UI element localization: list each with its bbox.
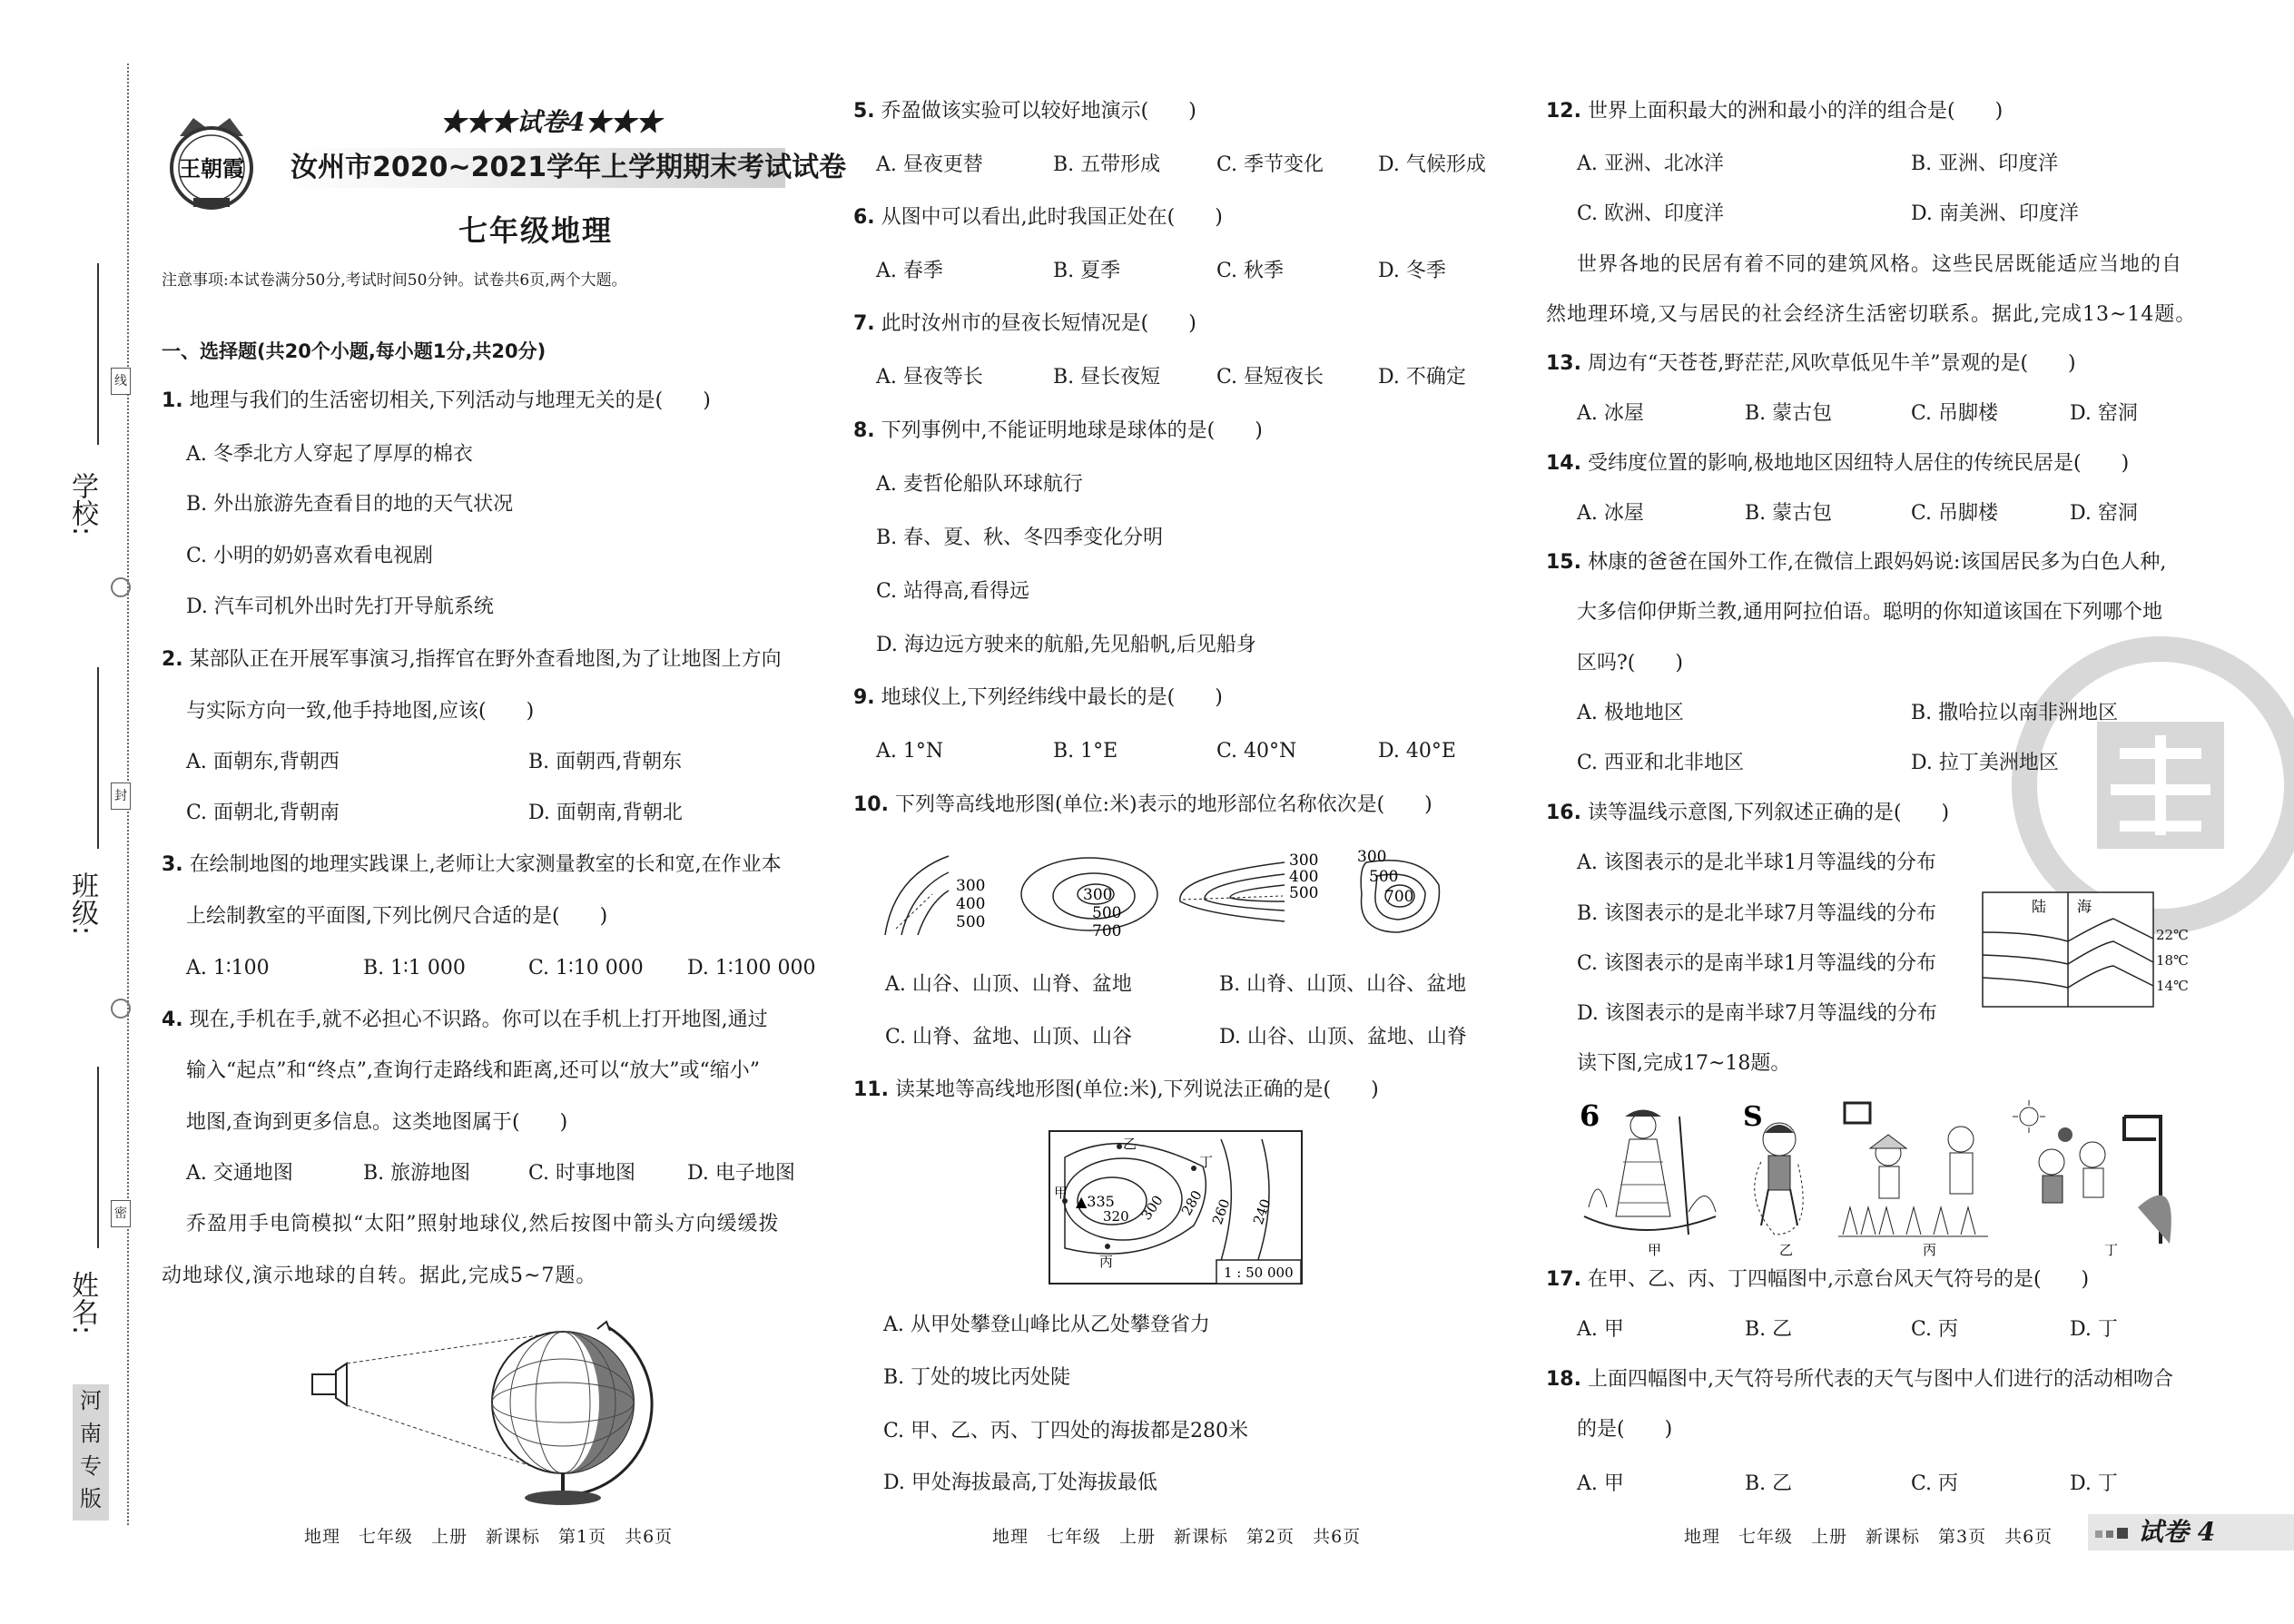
dot-ornament-icon bbox=[111, 577, 131, 597]
picture-label-bing: 丙 bbox=[1923, 1242, 1937, 1257]
question-stem: 周边有“天苍苍,野茫茫,风吹草低见牛羊”景观的是( ) bbox=[1587, 352, 2076, 375]
question-stem: 林康的爸爸在国外工作,在微信上跟妈妈说:该国居民多为白色人种, bbox=[1587, 551, 2167, 574]
option-b[interactable]: B. 1∶1 000 bbox=[363, 957, 466, 979]
sea-label: 海 bbox=[2077, 898, 2092, 915]
isotherm-diagram bbox=[1982, 891, 2163, 1009]
point-jia: 甲 bbox=[1054, 1185, 1068, 1201]
option-a[interactable]: A. 冰屋 bbox=[1577, 402, 1644, 425]
contour-label: 500 bbox=[956, 913, 986, 931]
passage: 然地理环境,又与居民的社会经济生活密切联系。据此,完成13~14题。 bbox=[1546, 303, 2197, 326]
picture-jia bbox=[1580, 1098, 1716, 1235]
option-b[interactable]: B. 蒙古包 bbox=[1745, 502, 1833, 525]
question-number: 7. bbox=[853, 312, 875, 335]
option-b[interactable]: B. 五带形成 bbox=[1053, 153, 1161, 176]
seal-char-line: 线 bbox=[111, 368, 131, 395]
option-c[interactable]: C. 吊脚楼 bbox=[1911, 502, 1999, 525]
contour-label: 700 bbox=[1092, 922, 1122, 940]
option-a[interactable]: A. 1∶100 bbox=[186, 957, 270, 979]
option-b[interactable]: B. 1°E bbox=[1053, 740, 1118, 763]
page-footer-3: 地理 七年级 上册 新课标 第3页 共6页 bbox=[1684, 1527, 2053, 1547]
option-b[interactable]: B. 昼长夜短 bbox=[1053, 366, 1161, 389]
option-a[interactable]: A. 亚洲、北冰洋 bbox=[1577, 153, 1724, 175]
question-stem: 读等温线示意图,下列叙述正确的是( ) bbox=[1587, 802, 1950, 824]
name-field-line bbox=[97, 1067, 99, 1248]
option-d[interactable]: D. 海边远方驶来的航船,先见船帆,后见船身 bbox=[876, 634, 1256, 656]
option-c[interactable]: C. 面朝北,背朝南 bbox=[186, 802, 340, 824]
option-c[interactable]: C. 甲、乙、丙、丁四处的海拔都是280米 bbox=[883, 1420, 1249, 1442]
edition-char: 河 bbox=[80, 1388, 102, 1413]
option-a[interactable]: A. 甲 bbox=[1577, 1318, 1624, 1341]
isotherm-label-14: 14℃ bbox=[2156, 978, 2189, 994]
passage: 动地球仪,演示地球的自转。据此,完成5~7题。 bbox=[162, 1265, 597, 1287]
question-number: 14. bbox=[1546, 452, 1581, 475]
page-footer-1: 地理 七年级 上册 新课标 第1页 共6页 bbox=[304, 1527, 674, 1547]
series-label: ★★★试卷4★★★ bbox=[440, 107, 662, 137]
question-4 bbox=[162, 1007, 768, 1034]
option-b[interactable]: B. 旅游地图 bbox=[363, 1162, 471, 1185]
question-10 bbox=[853, 792, 1433, 819]
question-stem: 下列事例中,不能证明地球是球体的是( ) bbox=[881, 419, 1263, 442]
question-16 bbox=[1546, 800, 1949, 827]
option-a[interactable]: A. 春季 bbox=[876, 260, 943, 282]
contour-label: 320 bbox=[1103, 1208, 1129, 1225]
svg-text:6: 6 bbox=[1580, 1098, 1600, 1133]
contour-label: 300 bbox=[1289, 851, 1319, 870]
question-14 bbox=[1546, 450, 2129, 477]
option-a[interactable]: A. 极地地区 bbox=[1577, 702, 1684, 724]
question-number: 8. bbox=[853, 419, 875, 442]
option-c[interactable]: C. 时事地图 bbox=[528, 1162, 636, 1185]
picture-label-yi: 乙 bbox=[1779, 1242, 1794, 1257]
contour-label: 700 bbox=[1384, 888, 1414, 906]
logo-text: 王朝霞 bbox=[179, 155, 244, 182]
contour-label: 400 bbox=[956, 895, 986, 913]
question-number: 13. bbox=[1546, 352, 1581, 375]
option-d[interactable]: D. 南美洲、印度洋 bbox=[1911, 202, 2079, 225]
option-d[interactable]: D. 气候形成 bbox=[1378, 153, 1486, 176]
option-a[interactable]: A. 甲 bbox=[1577, 1472, 1624, 1495]
option-d[interactable]: D. 面朝南,背朝北 bbox=[528, 802, 683, 824]
option-c[interactable]: C. 40°N bbox=[1216, 740, 1297, 763]
school-label: 学校: bbox=[66, 472, 98, 536]
option-c[interactable]: C. 山脊、盆地、山顶、山谷 bbox=[885, 1026, 1133, 1048]
question-2 bbox=[162, 646, 782, 674]
contour-label: 300 bbox=[1357, 849, 1387, 866]
question-stem-cont: 输入“起点”和“终点”,查询行走路线和距离,还可以“放大”或“缩小” bbox=[186, 1059, 760, 1082]
question-stem: 此时汝州市的昼夜长短情况是( ) bbox=[881, 312, 1196, 335]
question-number: 16. bbox=[1546, 802, 1581, 824]
subject-title: 七年级地理 bbox=[458, 213, 614, 248]
land-label: 陆 bbox=[2032, 898, 2047, 915]
option-c[interactable]: C. 1∶10 000 bbox=[528, 957, 644, 979]
question-stem: 地理与我们的生活密切相关,下列活动与地理无关的是( ) bbox=[189, 389, 711, 412]
option-d[interactable]: D. 山谷、山顶、盆地、山脊 bbox=[1219, 1026, 1467, 1048]
option-b[interactable]: B. 面朝西,背朝东 bbox=[528, 751, 683, 773]
question-1 bbox=[162, 388, 711, 415]
option-c[interactable]: C. 秋季 bbox=[1216, 260, 1285, 282]
question-stem: 乔盈做该实验可以较好地演示( ) bbox=[881, 100, 1196, 123]
contour-label: 260 bbox=[1208, 1196, 1234, 1227]
edition-char: 南 bbox=[80, 1421, 102, 1446]
question-15 bbox=[1546, 549, 2166, 576]
question-number: 11. bbox=[853, 1078, 889, 1101]
option-a[interactable]: A. 昼夜等长 bbox=[876, 366, 983, 389]
notice: 注意事项:本试卷满分50分,考试时间50分钟。试卷共6页,两个大题。 bbox=[162, 271, 627, 290]
secret-stamp-watermark bbox=[2011, 635, 2294, 935]
point-ding: 丁 bbox=[1199, 1154, 1214, 1170]
option-a[interactable]: A. 山谷、山顶、山脊、盆地 bbox=[885, 973, 1132, 996]
contour-figures bbox=[876, 849, 1493, 940]
option-d[interactable]: D. 电子地图 bbox=[687, 1162, 795, 1185]
option-b[interactable]: B. 蒙古包 bbox=[1745, 402, 1833, 425]
option-a[interactable]: A. 昼夜更替 bbox=[876, 153, 983, 176]
option-c[interactable]: C. 小明的奶奶喜欢看电视剧 bbox=[186, 545, 434, 567]
contour-label: 300 bbox=[1137, 1192, 1167, 1224]
option-d[interactable]: D. 丁 bbox=[2070, 1318, 2118, 1341]
option-b[interactable]: B. 该图表示的是北半球7月等温线的分布 bbox=[1577, 902, 1937, 925]
option-c[interactable]: C. 西亚和北非地区 bbox=[1577, 752, 1745, 774]
isotherm-label-22: 22℃ bbox=[2156, 927, 2189, 943]
class-label: 班级: bbox=[66, 871, 98, 936]
contour-label: 500 bbox=[1369, 868, 1399, 886]
name-label: 姓名: bbox=[66, 1271, 98, 1335]
map-scale: 1 : 50 000 bbox=[1224, 1265, 1294, 1281]
question-number: 15. bbox=[1546, 551, 1581, 574]
option-a[interactable]: A. 面朝东,背朝西 bbox=[186, 751, 340, 773]
option-c[interactable]: C. 季节变化 bbox=[1216, 153, 1324, 176]
option-d[interactable]: D. 拉丁美洲地区 bbox=[1911, 752, 2059, 774]
option-d[interactable]: D. 窑洞 bbox=[2070, 502, 2138, 525]
page-footer-2: 地理 七年级 上册 新课标 第2页 共6页 bbox=[992, 1527, 1362, 1547]
question-18 bbox=[1546, 1366, 2173, 1393]
question-stem-cont: 的是( ) bbox=[1577, 1418, 1673, 1441]
question-stem: 读某地等高线地形图(单位:米),下列说法正确的是( ) bbox=[894, 1078, 1379, 1101]
peak-label: ▲335 bbox=[1076, 1193, 1115, 1210]
question-number: 4. bbox=[162, 1009, 183, 1031]
contour-figure-3 bbox=[1180, 851, 1319, 921]
question-number: 18. bbox=[1546, 1368, 1581, 1391]
question-17 bbox=[1546, 1266, 2089, 1294]
passage: 乔盈用手电筒模拟“太阳”照射地球仪,然后按图中箭头方向缓缓拨 bbox=[186, 1213, 780, 1235]
option-d[interactable]: D. 不确定 bbox=[1378, 366, 1466, 389]
option-b[interactable]: B. 外出旅游先查看目的地的天气状况 bbox=[186, 493, 514, 516]
question-stem: 在甲、乙、丙、丁四幅图中,示意台风天气符号的是( ) bbox=[1587, 1268, 2090, 1291]
question-number: 10. bbox=[853, 793, 889, 816]
option-d[interactable]: D. 该图表示的是南半球7月等温线的分布 bbox=[1577, 1002, 1937, 1025]
picture-ding bbox=[2013, 1100, 2171, 1244]
option-b[interactable]: B. 山脊、山顶、山谷、盆地 bbox=[1219, 973, 1467, 996]
question-stem: 上面四幅图中,天气符号所代表的天气与图中人们进行的活动相吻合 bbox=[1587, 1368, 2173, 1391]
question-stem-cont: 上绘制教室的平面图,下列比例尺合适的是( ) bbox=[186, 905, 608, 928]
isotherm-label-18: 18℃ bbox=[2156, 952, 2189, 969]
passage: 世界各地的民居有着不同的建筑风格。这些民居既能适应当地的自 bbox=[1577, 253, 2183, 276]
question-3 bbox=[162, 851, 782, 879]
question-stem-cont: 区吗?( ) bbox=[1577, 652, 1683, 674]
question-5 bbox=[853, 98, 1196, 125]
question-11 bbox=[853, 1077, 1379, 1104]
read-instruction: 读下图,完成17~18题。 bbox=[1577, 1052, 1791, 1075]
contour-label: 280 bbox=[1177, 1187, 1206, 1218]
question-stem: 下列等高线地形图(单位:米)表示的地形部位名称依次是( ) bbox=[894, 793, 1433, 816]
question-9 bbox=[853, 684, 1223, 712]
question-number: 1. bbox=[162, 389, 183, 412]
seal-char-secret: 密 bbox=[111, 1200, 131, 1227]
option-b[interactable]: B. 撒哈拉以南非洲地区 bbox=[1911, 702, 2119, 724]
picture-bing bbox=[1838, 1103, 1988, 1236]
class-field-line bbox=[97, 667, 99, 849]
edition-badge bbox=[73, 1384, 109, 1521]
option-a[interactable]: A. 1°N bbox=[876, 740, 944, 763]
school-field-line bbox=[97, 263, 99, 445]
question-12 bbox=[1546, 98, 2003, 125]
option-c[interactable]: C. 丙 bbox=[1911, 1472, 1959, 1495]
picture-yi bbox=[1743, 1101, 1803, 1235]
option-d[interactable]: D. 1∶100 000 bbox=[687, 957, 816, 979]
edition-char: 版 bbox=[80, 1486, 102, 1511]
contour-figure-1 bbox=[885, 856, 985, 935]
contour-label: 300 bbox=[956, 877, 986, 895]
picture-label-jia: 甲 bbox=[1648, 1242, 1662, 1257]
corner-badge-label: 试卷 4 bbox=[2138, 1517, 2216, 1547]
option-d[interactable]: D. 40°E bbox=[1378, 740, 1456, 763]
option-a[interactable]: A. 麦哲伦船队环球航行 bbox=[876, 473, 1083, 496]
question-stem: 现在,手机在手,就不必担心不识路。你可以在手机上打开地图,通过 bbox=[189, 1009, 768, 1031]
seal-char-seal: 封 bbox=[111, 782, 131, 810]
picture-label-ding: 丁 bbox=[2104, 1242, 2119, 1257]
question-stem-cont: 大多信仰伊斯兰教,通用阿拉伯语。聪明的你知道该国在下列哪个地 bbox=[1577, 601, 2162, 624]
question-number: 6. bbox=[853, 206, 875, 229]
weather-pictures bbox=[1580, 1098, 2197, 1257]
option-b[interactable]: B. 夏季 bbox=[1053, 260, 1121, 282]
contour-figure-2 bbox=[1021, 858, 1157, 940]
option-b[interactable]: B. 乙 bbox=[1745, 1472, 1793, 1495]
question-7 bbox=[853, 310, 1196, 338]
contour-label: 500 bbox=[1092, 904, 1122, 922]
option-b[interactable]: B. 亚洲、印度洋 bbox=[1911, 153, 2059, 175]
option-d[interactable]: D. 窑洞 bbox=[2070, 402, 2138, 425]
question-number: 17. bbox=[1546, 1268, 1581, 1291]
option-c[interactable]: C. 该图表示的是南半球1月等温线的分布 bbox=[1577, 952, 1937, 975]
exam-title: 汝州市2020~2021学年上学期期末考试试卷 bbox=[290, 152, 847, 183]
dot-ornament-icon bbox=[111, 999, 131, 1019]
contour-label: 400 bbox=[1289, 868, 1319, 886]
option-a[interactable]: A. 交通地图 bbox=[186, 1162, 293, 1185]
option-c[interactable]: C. 丙 bbox=[1911, 1318, 1959, 1341]
question-stem: 从图中可以看出,此时我国正处在( ) bbox=[881, 206, 1223, 229]
option-c[interactable]: C. 昼短夜长 bbox=[1216, 366, 1324, 389]
question-stem-cont: 地图,查询到更多信息。这类地图属于( ) bbox=[186, 1111, 568, 1134]
edition-char: 专 bbox=[80, 1453, 102, 1479]
option-c[interactable]: C. 欧洲、印度洋 bbox=[1577, 202, 1725, 225]
point-bing: 丙 bbox=[1099, 1254, 1114, 1270]
question-stem: 在绘制地图的地理实践课上,老师让大家测量教室的长和宽,在作业本 bbox=[189, 853, 782, 876]
contour-label: 300 bbox=[1083, 886, 1113, 904]
option-d[interactable]: D. 丁 bbox=[2070, 1472, 2118, 1495]
question-6 bbox=[853, 204, 1223, 231]
contour-label: 500 bbox=[1289, 884, 1319, 902]
question-number: 3. bbox=[162, 853, 183, 876]
option-a[interactable]: A. 冰屋 bbox=[1577, 502, 1644, 525]
option-a[interactable]: A. 从甲处攀登山峰比从乙处攀登省力 bbox=[883, 1314, 1210, 1336]
contour-figure-4 bbox=[1357, 849, 1439, 932]
option-d[interactable]: D. 冬季 bbox=[1378, 260, 1446, 282]
option-a[interactable]: A. 该图表示的是北半球1月等温线的分布 bbox=[1577, 851, 1936, 874]
option-b[interactable]: B. 春、夏、秋、冬四季变化分明 bbox=[876, 527, 1164, 549]
badge-squares bbox=[2095, 1525, 2132, 1541]
question-number: 12. bbox=[1546, 100, 1581, 123]
option-d[interactable]: D. 甲处海拔最高,丁处海拔最低 bbox=[883, 1471, 1157, 1494]
option-b[interactable]: B. 乙 bbox=[1745, 1318, 1793, 1341]
option-a[interactable]: A. 冬季北方人穿起了厚厚的棉衣 bbox=[186, 443, 473, 466]
question-stem: 地球仪上,下列经纬线中最长的是( ) bbox=[881, 686, 1223, 709]
contour-label: 240 bbox=[1249, 1196, 1275, 1227]
svg-text:S: S bbox=[1743, 1101, 1763, 1133]
globe-figure bbox=[309, 1316, 708, 1507]
option-c[interactable]: C. 站得高,看得远 bbox=[876, 580, 1030, 603]
question-number: 5. bbox=[853, 100, 875, 123]
section-heading: 一、选择题(共20个小题,每小题1分,共20分) bbox=[162, 340, 546, 362]
point-yi: 乙 bbox=[1123, 1136, 1137, 1152]
option-d[interactable]: D. 汽车司机外出时先打开导航系统 bbox=[186, 595, 494, 618]
question-stem: 某部队正在开展军事演习,指挥官在野外查看地图,为了让地图上方向 bbox=[189, 648, 782, 671]
question-stem: 受纬度位置的影响,极地地区因纽特人居住的传统民居是( ) bbox=[1587, 452, 2130, 475]
question-number: 9. bbox=[853, 686, 875, 709]
question-stem-cont: 与实际方向一致,他手持地图,应该( ) bbox=[186, 700, 535, 723]
option-b[interactable]: B. 丁处的坡比丙处陡 bbox=[883, 1366, 1071, 1389]
question-13 bbox=[1546, 350, 2076, 378]
question-8 bbox=[853, 418, 1263, 445]
question-number: 2. bbox=[162, 648, 183, 671]
publisher-logo bbox=[162, 109, 261, 218]
question-stem: 世界上面积最大的洲和最小的洋的组合是( ) bbox=[1587, 100, 2004, 123]
topo-map bbox=[1049, 1130, 1303, 1284]
option-c[interactable]: C. 吊脚楼 bbox=[1911, 402, 1999, 425]
